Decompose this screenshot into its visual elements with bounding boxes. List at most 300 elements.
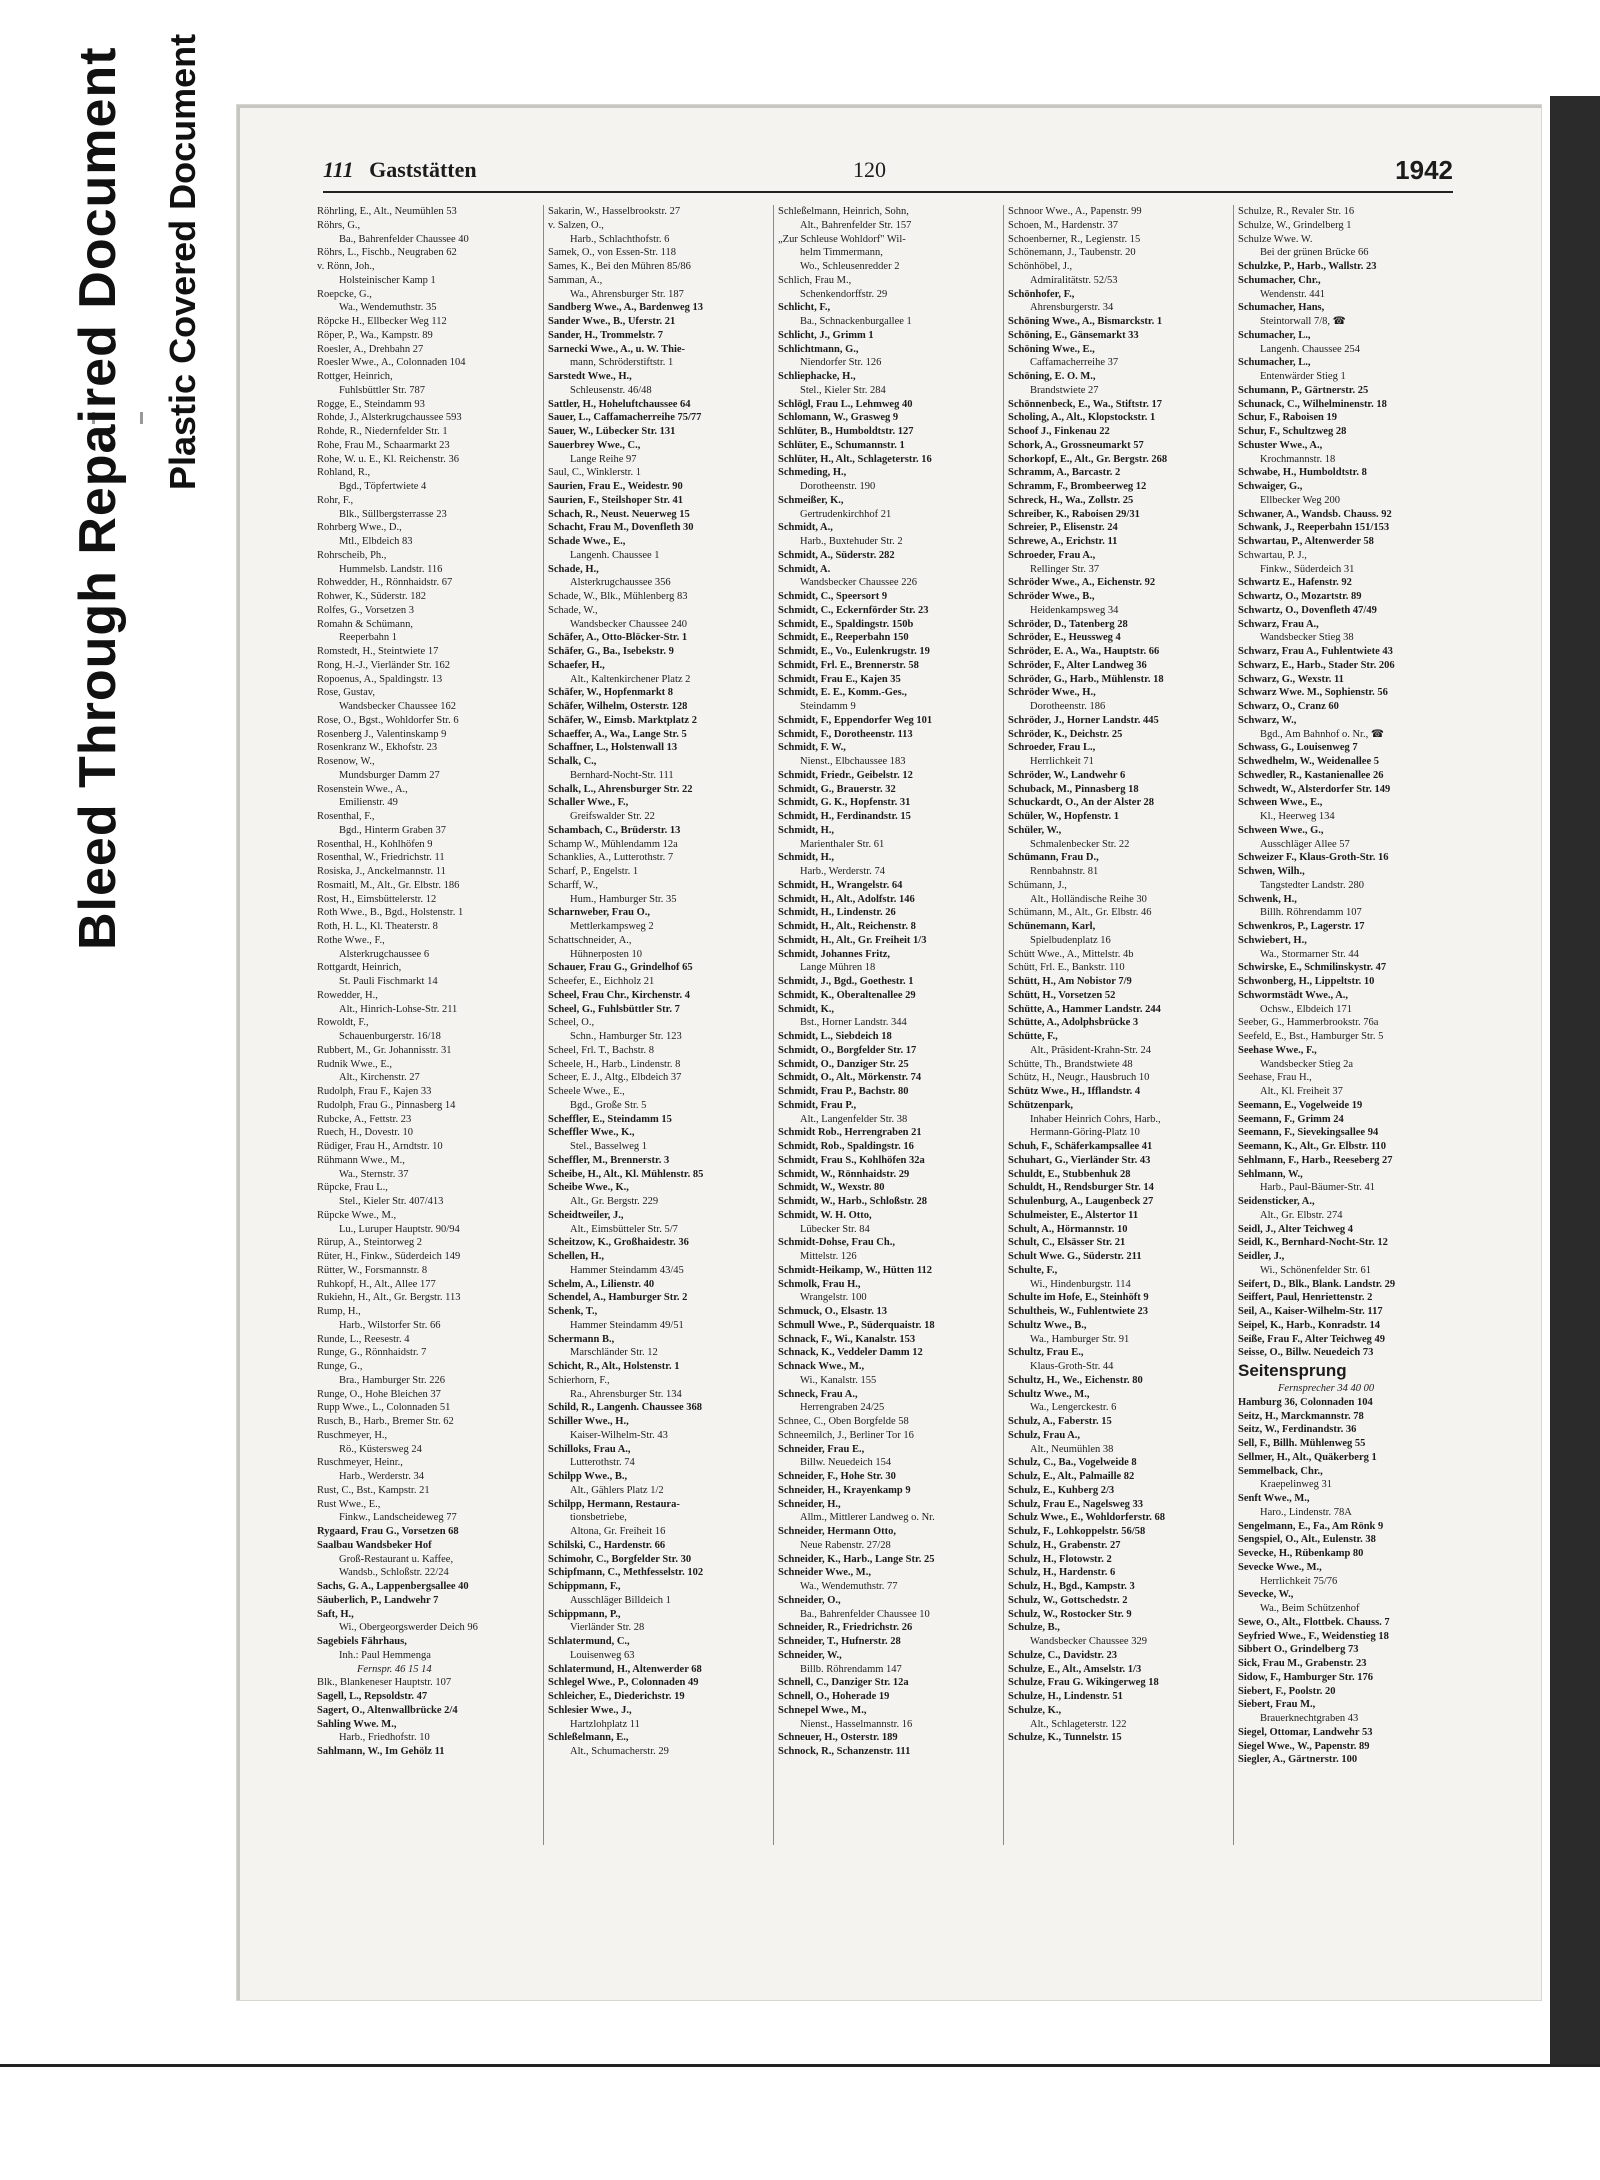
listing-entry: Schilloks, Frau A., [548,1443,631,1455]
listing-entry: Schelm, A., Lilienstr. 40 [548,1278,655,1290]
listing-entry: Alt., Schumacherstr. 29 [570,1746,669,1757]
listing-entry: Schmidt, W. H. Otto, [778,1209,872,1221]
listing-entry: Schaller Wwe., F., [548,797,629,809]
listing-entry: Röhrs, G., [317,219,361,231]
listing-entry: Vierländer Str. 28 [570,1622,645,1634]
listing-entry: Scheibe, H., Alt., Kl. Mühlenstr. 85 [548,1168,704,1180]
listing-entry: Sagell, L., Repsoldstr. 47 [317,1691,428,1702]
listing-entry: Schur, F., Schultzweg 28 [1238,426,1347,437]
listing-entry: Rosenow, W., [317,756,375,767]
listing-entry: Seemann, F., Sievekingsallee 94 [1238,1127,1379,1139]
listing-entry: Scheel, Frl. T., Bachstr. 8 [548,1044,655,1056]
listing-entry: Schult, C., Elsässer Str. 21 [1008,1237,1126,1249]
listing-entry: Sagebiels Fährhaus, [317,1636,407,1647]
listing-entry: Schanklies, A., Lutterothstr. 7 [548,852,674,864]
listing-entry: Wandsbecker Stieg 2a [1260,1058,1354,1070]
listing-entry: Schulz, E., Kuhberg 2/3 [1008,1484,1115,1496]
listing-entry: Schmidt, H., Alt., Adolfstr. 146 [778,893,915,905]
listing-entry: Schlögl, Frau L., Lehmweg 40 [778,398,913,410]
listing-entry: Schoen, M., Hardenstr. 37 [1008,219,1118,231]
listing-entry: Semmelback, Chr., [1238,1465,1323,1477]
listing-entry: Rohland, R., [317,467,371,479]
listing-entry: Schach, R., Neust. Neuerweg 15 [548,508,690,520]
listing-entry: Schmidt, Frau S., Kohlhöfen 32a [778,1154,925,1166]
listing-entry: Scheibe Wwe., K., [548,1182,629,1194]
listing-entry: Finkw., Landscheideweg 77 [339,1512,457,1524]
listing-entry: Schümann, M., Alt., Gr. Elbstr. 46 [1008,907,1152,919]
listing-entry: Mettlerkampsweg 2 [570,921,654,932]
listing-entry: Schleßelmann, E., [548,1732,629,1744]
listing-entry: Schmidt, O., Alt., Mörkenstr. 74 [778,1072,922,1084]
listing-entry: Sattler, H., Hoheluftchaussee 64 [548,398,691,410]
listing-entry: Bgd., Am Bahnhof o. Nr., ☎ [1260,728,1384,740]
listing-entry: Schwarz Wwe. M., Sophienstr. 56 [1238,687,1388,699]
listing-entry: Kaiser-Wilhelm-Str. 43 [570,1429,668,1441]
listing-entry: Schipfmann, C., Methfesselstr. 102 [548,1567,704,1579]
listing-entry: Schulz, H., Grabenstr. 27 [1008,1539,1121,1551]
listing-entry: Schuldt, E., Stubbenhuk 28 [1008,1168,1131,1180]
listing-entry: Rudolph, Frau G., Pinnasberg 14 [317,1099,456,1111]
listing-column [543,205,773,1845]
listing-entry: St. Pauli Fischmarkt 14 [339,976,438,987]
plastic-covered-label: Plastic Covered Document [162,33,203,490]
listing-entry: Rosenthal, H., Kohlhöfen 9 [317,838,433,850]
listing-entry: Lange Mühren 18 [800,962,876,974]
listing-entry: Schultz Wwe., M., [1008,1388,1090,1400]
listing-entry: Schwartau, P., Altenwerder 58 [1238,536,1374,547]
listing-entry: Schnack Wwe., M., [778,1361,865,1372]
listing-entry: Schneck, Frau A., [778,1388,858,1400]
listing-entry: Scheel, Frau Chr., Kirchenstr. 4 [548,989,690,1001]
listing-entry: Sengspiel, O., Alt., Eulenstr. 38 [1238,1534,1376,1546]
listing-entry: Schult Wwe. G., Süderstr. 211 [1008,1251,1142,1262]
listing-entry: Rohde, R., Niedernfelder Str. 1 [317,426,448,437]
listing-entry: Schmidt, H., Alt., Reichenstr. 8 [778,921,916,932]
listing-entry: Röpcke H., Ellbecker Weg 112 [317,316,447,327]
listing-entry: Schunack, C., Wilhelminenstr. 18 [1238,398,1387,410]
listing-entry: Scheel, O., [548,1017,595,1029]
listing-entry: Schoof J., Finkenau 22 [1008,426,1110,437]
listing-entry: Schwarz, E., Harb., Stader Str. 206 [1238,659,1395,671]
listing-entry: Sahlmann, W., Im Gehölz 11 [317,1746,445,1757]
listing-entry: Schierhorn, F., [548,1374,610,1386]
listing-entry: Seipel, K., Harb., Konradstr. 14 [1238,1319,1380,1331]
listing-entry: Schulz, A., Faberstr. 15 [1008,1416,1112,1427]
listing-entry: Rohwedder, H., Rönnhaidstr. 67 [317,577,453,589]
listing-entry: Rowoldt, F., [317,1017,369,1029]
listing-entry: Rohe, W. u. E., Kl. Reichenstr. 36 [317,453,460,465]
listing-entry: Wa., Wendemuthstr. 35 [339,302,437,314]
listing-entry: Seitensprung [1238,1361,1347,1380]
listing-entry: Schmidt, H., Wrangelstr. 64 [778,879,903,891]
listing-column [313,205,543,1845]
listing-entry: Schulz, H., Hardenstr. 6 [1008,1567,1116,1579]
listing-entry: Schwaner, A., Wandsb. Chauss. 92 [1238,508,1392,520]
listing-entry: Schwartz E., Hafenstr. 92 [1238,577,1352,589]
listing-entry: Schlomann, W., Grasweg 9 [778,412,899,424]
listing-entry: Schumacher, L., [1238,357,1311,369]
listing-entry: Reeperbahn 1 [339,632,398,644]
listing-entry: Schmidt, W., Rönnhaidstr. 29 [778,1168,910,1180]
listing-entry: Seidl, J., Alter Teichweg 4 [1238,1223,1354,1235]
listing-entry: Sengelmann, E., Fa., Am Rönk 9 [1238,1520,1384,1532]
listing-entry: Sakarin, W., Hasselbrookstr. 27 [548,206,681,217]
listing-entry: Schuh, F., Schäferkampsallee 41 [1008,1141,1153,1152]
header-page-center: 120 [853,157,886,182]
listing-entry: Schlichtmann, G., [778,343,859,355]
listing-entry: Schramm, F., Brombeerweg 12 [1008,481,1147,492]
listing-entry: Blk., Süllbergsterrasse 23 [339,508,447,520]
listing-entry: Alsterkrugchaussee 356 [570,577,671,589]
listing-entry: Schöning Wwe., E., [1008,343,1095,355]
listing-entry: Fernspr. 46 15 14 [357,1663,432,1675]
listing-entry: Schimohr, C., Borgfelder Str. 30 [548,1553,692,1565]
listing-entry: Schnepel Wwe., M., [778,1704,867,1716]
listing-entry: Sames, K., Bei den Mühren 85/86 [548,261,691,272]
listing-entry: Schröder, J., Horner Landstr. 445 [1008,714,1159,726]
listing-entry: Siebert, F., Poolstr. 20 [1238,1685,1336,1697]
listing-entry: Schween Wwe., G., [1238,824,1324,836]
listing-entry: Herrlichkeit 71 [1030,756,1094,767]
listing-entry: Schröder, G., Harb., Mühlenstr. 18 [1008,673,1164,685]
listing-entry: Rottgardt, Heinrich, [317,962,402,974]
listing-entry: Sevecke Wwe., M., [1238,1561,1322,1573]
listing-entry: Caffamacherreihe 37 [1030,357,1119,369]
listing-entry: Rose, O., Bgst., Wohldorfer Str. 6 [317,714,459,726]
listing-entry: Rosenkranz W., Ekhofstr. 23 [317,742,438,754]
listing-entry: Schulze, K., Tunnelstr. 15 [1008,1732,1122,1744]
listing-entry: Saul, C., Winklerstr. 1 [548,467,642,479]
listing-entry: Alt., Kirchenstr. 27 [339,1072,420,1084]
listing-entry: Schleusenstr. 46/48 [570,384,652,396]
listing-entry: Schneider, R., Friedrichstr. 26 [778,1622,913,1634]
listing-entry: Runge, G., Rönnhaidstr. 7 [317,1347,427,1359]
listing-entry: Sauer, L., Caffamacherreihe 75/77 [548,412,702,424]
listing-entry: Rust Wwe., E., [317,1498,381,1510]
listing-entry: Schoenberner, R., Legienstr. 15 [1008,233,1141,245]
listing-entry: Schilpp, Hermann, Restaura- [548,1498,680,1510]
listing-entry: Ellbecker Weg 200 [1260,494,1341,506]
listing-entry: Blk., Blankeneser Hauptstr. 107 [317,1677,452,1689]
listing-entry: Rudolph, Frau F., Kajen 33 [317,1086,432,1097]
listing-entry: tionsbetriebe, [570,1512,627,1524]
listing-entry: Rump, H., [317,1306,361,1317]
listing-entry: Rosiska, J., Anckelmannstr. 11 [317,866,446,877]
listing-entry: Schultz, Frau E., [1008,1347,1084,1359]
listing-entry: Schulze, B., [1008,1622,1060,1634]
header-page-number: 111 [323,157,354,182]
listing-entry: Fernsprecher 34 40 00 [1278,1383,1375,1394]
listing-entry: Harb., Paul-Bäumer-Str. 41 [1260,1182,1375,1194]
listing-entry: Hammer Steindamm 49/51 [570,1319,684,1331]
listing-entry: Harb., Werderstr. 34 [339,1471,424,1482]
listing-entry: Schünemann, Karl, [1008,921,1096,932]
listing-entry: Admiralitätstr. 52/53 [1030,274,1118,286]
listing-entry: Seemann, K., Alt., Gr. Elbstr. 110 [1238,1141,1386,1152]
listing-entry: Schwedt, W., Alsterdorfer Str. 149 [1238,783,1391,795]
listing-entry: Schümann, Frau D., [1008,852,1099,864]
listing-entry: Schüler, W., [1008,824,1062,836]
listing-entry: Wa., Stormarner Str. 44 [1260,948,1359,960]
listing-entry: Rong, H.-J., Vierländer Str. 162 [317,659,451,671]
listing-entry: Gertrudenkirchhof 21 [800,508,892,520]
listing-entry: Heidenkampsweg 34 [1030,604,1119,616]
listing-entry: Schwarz, W., [1238,714,1297,726]
listing-entry: Marienthaler Str. 61 [800,838,885,850]
listing-entry: Schmidt, C., Eckernförder Str. 23 [778,604,929,616]
listing-entry: Schmidt, G., Brauerstr. 32 [778,783,896,795]
listing-entry: Sibbert O., Grindelberg 73 [1238,1644,1359,1656]
listing-entry: Haro., Lindenstr. 78A [1260,1506,1352,1518]
listing-entry: Schulzke, P., Harb., Wallstr. 23 [1238,261,1377,272]
header-year: 1942 [1395,155,1453,185]
listing-entry: Schmidt, G. K., Hopfenstr. 31 [778,797,911,809]
listing-entry: Kl., Heerweg 134 [1260,811,1335,822]
listing-entry: Schlesier Wwe., J., [548,1704,632,1716]
listing-entry: Neue Rabenstr. 27/28 [800,1539,891,1551]
listing-entry: Schmidt, K., [778,1003,835,1015]
listing-entry: Ruschmeyer, H., [317,1429,388,1441]
listing-entry: Rubbert, M., Gr. Johannisstr. 31 [317,1044,452,1056]
listing-entry: Roesler Wwe., A., Colonnaden 104 [317,357,466,369]
listing-entry: Harb., Werderstr. 74 [800,866,885,877]
listing-entry: Scharf, P., Engelstr. 1 [548,866,639,877]
listing-entry: Louisenweg 63 [570,1649,635,1661]
listing-entry: Bra., Hamburger Str. 226 [339,1374,445,1386]
listing-entry: Schmidt, E., Vo., Eulenkrugstr. 19 [778,646,930,657]
page-header [323,151,1453,193]
listing-entry: Wendenstr. 441 [1260,288,1326,300]
listing-entry: Schorkopf, E., Alt., Gr. Bergstr. 268 [1008,453,1168,465]
listing-entry: Schreier, P., Elisenstr. 24 [1008,522,1118,534]
listing-entry: Schreck, H., Wa., Zollstr. 25 [1008,494,1134,506]
listing-entry: Seil, A., Kaiser-Wilhelm-Str. 117 [1238,1306,1383,1317]
listing-entry: Siegler, A., Gärtnerstr. 100 [1238,1754,1358,1766]
listing-entry: Schulz, W., Rostocker Str. 9 [1008,1608,1132,1620]
listing-entry: Schulz, C., Ba., Vogelweide 8 [1008,1457,1137,1469]
listing-entry: Alt., Hinrich-Lohse-Str. 211 [339,1003,458,1015]
listing-entry: Schmolk, Frau H., [778,1278,861,1290]
listing-entry: Schmidt-Dohse, Frau Ch., [778,1237,895,1249]
listing-entry: Scheel, G., Fuhlsbüttler Str. 7 [548,1003,680,1015]
listing-entry: Schröder, E. A., Wa., Hauptstr. 66 [1008,646,1160,657]
listing-entry: Rosenstein Wwe., A., [317,783,408,795]
listing-entry: Schmuck, O., Elsastr. 13 [778,1306,888,1317]
listing-entry: Rüpcke, Frau L., [317,1182,388,1194]
listing-entry: Schulze, C., Davidstr. 23 [1008,1649,1117,1661]
listing-entry: Rö., Küstersweg 24 [339,1443,422,1455]
listing-entry: Inhaber Heinrich Cohrs, Harb., [1030,1113,1161,1125]
listing-entry: Schröder Wwe., A., Eichenstr. 92 [1008,577,1156,589]
listing-entry: Ra., Ahrensburger Str. 134 [570,1388,682,1400]
listing-entry: Roth Wwe., B., Bgd., Holstenstr. 1 [317,907,464,919]
listing-entry: Rosenthal, W., Friedrichstr. 11 [317,852,445,864]
listing-entry: Schnell, C., Danziger Str. 12a [778,1677,909,1689]
listing-entry: Wo., Schleusenredder 2 [800,261,900,272]
listing-entry: Schneider, Hermann Otto, [778,1526,897,1537]
listing-entry: Schulze, W., Grindelberg 1 [1238,219,1352,231]
listing-entry: Roesler, A., Drehbahn 27 [317,343,424,355]
listing-entry: Wa., Wendemuthstr. 77 [800,1581,898,1592]
listing-entry: Seifert, D., Blk., Blank. Landstr. 29 [1238,1278,1396,1290]
listing-entry: Sevecke, W., [1238,1589,1294,1601]
listing-entry: mann, Schröderstiftstr. 1 [570,357,674,369]
margin-mark [140,412,143,424]
listing-entry: Schaefer, H., [548,659,605,671]
listing-column [1003,205,1233,1845]
listing-entry: Rosmaitl, M., Alt., Gr. Elbstr. 186 [317,879,460,891]
listing-entry: Schneider, Frau E., [778,1443,865,1455]
listing-entry: Krochmannstr. 18 [1260,453,1336,465]
listing-entry: Runge, O., Hohe Bleichen 37 [317,1388,441,1400]
listing-entry: Schlüter, H., Alt., Schlageterstr. 16 [778,453,932,465]
listing-entry: Schümann, J., [1008,879,1067,891]
scan-bottom-margin [0,2064,1600,2180]
listing-entry: Schwartz, O., Mozartstr. 89 [1238,591,1362,602]
listing-entry: Herrlichkeit 75/76 [1260,1575,1338,1587]
listing-entry: Schmidt Rob., Herrengraben 21 [778,1127,922,1139]
listing-entry: Schneider Wwe., M., [778,1567,871,1579]
listing-entry: Schnack, F., Wi., Kanalstr. 153 [778,1333,916,1345]
listing-entry: Brauerknechtgraben 43 [1260,1713,1359,1724]
listing-entry: Schmidt, E. E., Komm.-Ges., [778,687,907,699]
listing-entry: Schmidt, Frau E., Kajen 35 [778,673,901,685]
listing-entry: Schütz Wwe., H., Ifflandstr. 4 [1008,1086,1141,1097]
listing-entry: Rellinger Str. 37 [1030,563,1100,575]
listing-entry: Spielbudenplatz 16 [1030,934,1111,946]
listing-entry: Schn., Hamburger Str. 123 [570,1031,682,1042]
listing-entry: Schippmann, F., [548,1581,621,1592]
listing-entry: Schröder, K., Deichstr. 25 [1008,728,1123,740]
listing-entry: Schulze, H., Lindenstr. 51 [1008,1691,1123,1702]
listing-entry: Schmidt, F., Dorotheenstr. 113 [778,728,913,740]
listing-entry: Seeber, G., Hammerbrookstr. 76a [1238,1017,1379,1029]
listing-entry: Schramm, A., Barcastr. 2 [1008,467,1121,479]
listing-entry: Steintorwall 7/8, ☎ [1260,316,1346,327]
listing-entry: Sauerbrey Wwe., C., [548,439,641,451]
listing-entry: Stel., Kieler Str. 284 [800,384,886,396]
listing-entry: Schmidt, H., [778,852,835,864]
listing-entry: Hum., Hamburger Str. 35 [570,893,677,905]
listing-entry: Seemann, F., Grimm 24 [1238,1113,1344,1125]
listing-entry: Sehlmann, F., Harb., Reeseberg 27 [1238,1154,1393,1166]
bleed-through-label: Bleed Through Repaired Document [69,46,127,950]
listing-entry: Stel., Basselweg 1 [570,1141,647,1152]
listing-entry: Seisse, O., Billw. Neuedeich 73 [1238,1347,1374,1359]
listing-entry: Saurien, Frau E., Weidestr. 90 [548,481,683,492]
listing-entry: Alt., Präsident-Krahn-Str. 24 [1030,1044,1152,1056]
listing-entry: Sandberg Wwe., A., Bardenweg 13 [548,302,703,314]
listing-entry: Schnee, C., Oben Borgfelde 58 [778,1416,909,1427]
listing-entry: Schwedler, R., Kastanienallee 26 [1238,769,1384,781]
listing-entry: Seiffert, Paul, Henriettenstr. 2 [1238,1292,1373,1304]
listing-entry: Ba., Bahrenfelder Chaussee 10 [800,1608,930,1620]
listing-entry: Wandsb., Schloßstr. 22/24 [339,1567,449,1579]
listing-entry: Rohde, J., Alsterkrugchaussee 593 [317,412,462,424]
listing-entry: Schwarz, Frau A., [1238,618,1319,630]
listing-entry: Schwiebert, H., [1238,934,1307,946]
listing-entry: Hamburg 36, Colonnaden 104 [1238,1396,1373,1408]
listing-entry: Schmidt, O., Danziger Str. 25 [778,1058,909,1070]
listing-entry: Harb., Buxtehuder Str. 2 [800,536,903,547]
listing-entry: Rowedder, H., [317,989,378,1001]
listing-entry: Schütz, H., Neugr., Hausbruch 10 [1008,1072,1150,1084]
listing-entry: Scheidtweiler, J., [548,1209,624,1221]
listing-entry: Harb., Friedhofstr. 10 [339,1732,430,1744]
listing-entry: Schumacher, L., [1238,329,1311,341]
listing-entry: Rudnik Wwe., E., [317,1058,393,1070]
listing-entry: Alt., Langenfelder Str. 38 [800,1113,908,1125]
listing-entry: Schulenburg, A., Laugenbeck 27 [1008,1196,1154,1207]
listing-entry: Scheitzow, K., Großhaidestr. 36 [548,1237,689,1249]
listing-entry: Schmidt, W., Harb., Schloßstr. 28 [778,1196,927,1207]
listing-entry: Lutterothstr. 74 [570,1457,635,1469]
listing-entry: Sick, Frau M., Grabenstr. 23 [1238,1658,1367,1669]
listing-entry: Schulz, Frau A., [1008,1429,1081,1441]
listing-entry: Wi., Kanalstr. 155 [800,1374,877,1386]
scan-right-edge [1550,48,1600,2064]
listing-entry: Rothe Wwe., F., [317,934,385,946]
listing-entry: Schuldt, H., Rendsburger Str. 14 [1008,1182,1154,1194]
listing-entry: Schumacher, Hans, [1238,302,1325,314]
listing-entry: Schmidt, Frl. E., Brennerstr. 58 [778,659,919,671]
listing-entry: Lübecker Str. 84 [800,1223,870,1235]
listing-entry: Lange Reihe 97 [570,453,637,465]
listing-entry: Schulz, H., Bgd., Kampstr. 3 [1008,1581,1135,1592]
listing-entry: Schippmann, P., [548,1608,621,1620]
listing-entry: Schäfer, W., Hopfenmarkt 8 [548,687,674,699]
listing-entry: Schulte, F., [1008,1264,1058,1276]
listing-entry: Schulze, Frau G. Wikingerweg 18 [1008,1677,1159,1689]
listing-entry: Siebert, Frau M., [1238,1699,1316,1711]
listing-entry: Sagert, O., Altenwallbrücke 2/4 [317,1704,458,1716]
scan-top-margin [0,0,1600,48]
listing-entry: Romstedt, H., Steintwiete 17 [317,646,439,657]
listing-entry: Schade, H., [548,563,599,575]
listing-entry: Romahn & Schümann, [317,618,413,630]
listing-entry: Schmidt, W., Wexstr. 80 [778,1182,885,1194]
listing-entry: Schuback, M., Pinnasberg 18 [1008,783,1139,795]
listing-entry: Roepcke, G., [317,288,372,300]
listing-entry: Scheer, E. J., Altg., Elbdeich 37 [548,1072,682,1084]
listing-entry: Schwen, Wilh., [1238,866,1305,877]
listing-entry: Holsteinischer Kamp 1 [339,274,436,286]
listing-entry: Schnoor Wwe., A., Papenstr. 99 [1008,206,1142,217]
listing-entry: Schütte, A., Adolphsbrücke 3 [1008,1017,1139,1029]
listing-entry: Schellen, H., [548,1251,605,1262]
listing-entry: Seyfried Wwe., F., Weidenstieg 18 [1238,1630,1389,1642]
listing-entry: Schween Wwe., E., [1238,797,1323,809]
listing-entry: Schauer, Frau G., Grindelhof 65 [548,962,693,974]
listing-entry: Schmidt, H., Alt., Gr. Freiheit 1/3 [778,934,927,946]
listing-entry: Schenkendorffstr. 29 [800,288,888,300]
listing-entry: Schönnenbeck, E., Wa., Stiftstr. 17 [1008,398,1163,410]
listing-entry: Schulz, H., Flotowstr. 2 [1008,1553,1112,1565]
listing-entry: Schulze, K., [1008,1704,1062,1716]
listing-entry: Seehase Wwe., F., [1238,1044,1317,1056]
listing-entry: Schönhöbel, J., [1008,261,1073,272]
listing-entry: Runge, G., [317,1361,363,1372]
listing-entry: Schattschneider, A., [548,934,632,946]
listing-entry: Schur, F., Raboisen 19 [1238,412,1338,424]
listing-entry: Schwass, G., Louisenweg 7 [1238,742,1358,754]
listing-entry: Schmidt, H., Lindenstr. 26 [778,907,896,919]
listing-entry: Schmidt, A. [778,563,831,575]
listing-entry: Saalbau Wandsbeker Hof [317,1539,432,1551]
listing-entry: Rolfes, G., Vorsetzen 3 [317,604,415,616]
listing-entry: Schwormstädt Wwe., A., [1238,989,1349,1001]
listing-entry: Billb. Röhrendamm 147 [800,1663,902,1675]
